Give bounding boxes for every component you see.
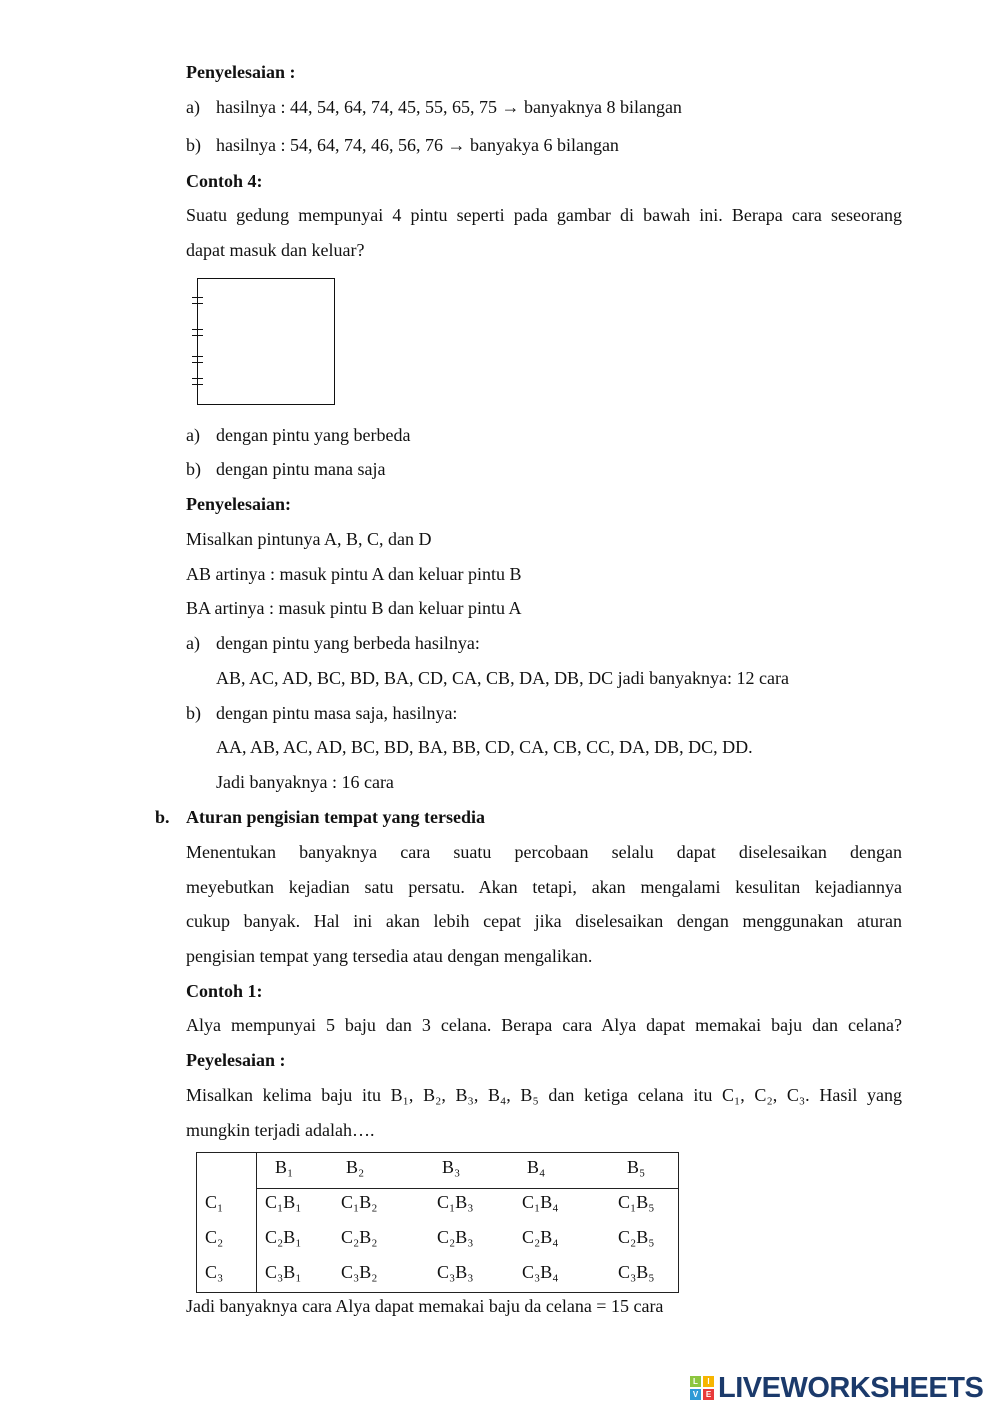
list-marker: a) bbox=[186, 97, 200, 117]
column-header: B₃ bbox=[442, 1157, 461, 1177]
liveworksheets-logo bbox=[690, 1373, 983, 1403]
table-cell: C₁B₄ bbox=[522, 1192, 559, 1212]
paragraph-line: Menentukan banyaknya cara suatu percobaan selalu dapat diselesaikan dengan bbox=[186, 842, 902, 862]
logo-badge-icon: L I V E bbox=[690, 1376, 714, 1400]
solution-line: Misalkan kelima baju itu B₁, B₂, B₃, B₄, B₅ dan ketiga celana itu C₁, C₂, C₃. Hasil yang bbox=[186, 1085, 902, 1105]
paragraph-line: meyebutkan kejadian satu persatu. Akan tetapi, akan mengalami kesulitan kejadiannya bbox=[186, 877, 902, 897]
list-item: dengan pintu yang berbeda bbox=[216, 425, 411, 445]
question-line: Suatu gedung mempunyai 4 pintu seperti pada gambar di bawah ini. Berapa cara seseorang bbox=[186, 205, 902, 225]
table-cell: C₂B₅ bbox=[618, 1227, 655, 1247]
example-heading: Contoh 4: bbox=[186, 171, 263, 191]
column-header: B₄ bbox=[527, 1157, 546, 1177]
column-header: B₅ bbox=[627, 1157, 646, 1177]
section-heading: Aturan pengisian tempat yang tersedia bbox=[186, 807, 486, 827]
column-header: B₂ bbox=[346, 1157, 365, 1177]
table-cell: C₂B₁ bbox=[265, 1227, 302, 1247]
answer-detail: AB, AC, AD, BC, BD, BA, CD, CA, CB, DA, DB, DC jadi banyaknya: 12 cara bbox=[216, 668, 789, 688]
list-item: hasilnya : 44, 54, 64, 74, 45, 55, 65, 75 → banyaknya 8 bilangan bbox=[216, 97, 682, 117]
solution-heading: Penyelesaian: bbox=[186, 494, 291, 514]
question-line: dapat masuk dan keluar? bbox=[186, 240, 365, 260]
conclusion: Jadi banyaknya cara Alya dapat memakai baju da celana = 15 cara bbox=[186, 1296, 664, 1316]
table-cell: C₁B₂ bbox=[341, 1192, 378, 1212]
solution-line: mungkin terjadi adalah…. bbox=[186, 1120, 375, 1140]
solution-line: BA artinya : masuk pintu B dan keluar pintu A bbox=[186, 598, 522, 618]
column-header: B₁ bbox=[275, 1157, 294, 1177]
row-header: C₃ bbox=[205, 1262, 224, 1282]
building-diagram bbox=[197, 278, 335, 405]
table-cell: C₁B₁ bbox=[265, 1192, 302, 1212]
list-marker: a) bbox=[186, 425, 200, 445]
door-mark bbox=[192, 329, 203, 336]
solution-heading: Penyelesaian : bbox=[186, 62, 296, 82]
solution-line: Misalkan pintunya A, B, C, dan D bbox=[186, 529, 432, 549]
table-cell: C₃B₁ bbox=[265, 1262, 302, 1282]
table-divider bbox=[256, 1153, 257, 1292]
list-item: dengan pintu yang berbeda hasilnya: bbox=[216, 633, 480, 653]
table-cell: C₂B₄ bbox=[522, 1227, 559, 1247]
paragraph-line: cukup banyak. Hal ini akan lebih cepat jika diselesaikan dengan menggunakan aturan bbox=[186, 911, 902, 931]
paragraph-line: pengisian tempat yang tersedia atau dengan mengalikan. bbox=[186, 946, 593, 966]
table-cell: C₂B₃ bbox=[437, 1227, 474, 1247]
table-cell: C₂B₂ bbox=[341, 1227, 378, 1247]
list-item: hasilnya : 54, 64, 74, 46, 56, 76 → banyakya 6 bilangan bbox=[216, 135, 619, 155]
list-item: dengan pintu mana saja bbox=[216, 459, 386, 479]
list-marker: b) bbox=[186, 135, 201, 155]
solution-heading: Peyelesaian : bbox=[186, 1050, 286, 1070]
table-cell: C₃B₂ bbox=[341, 1262, 378, 1282]
table-cell: C₃B₄ bbox=[522, 1262, 559, 1282]
door-mark bbox=[192, 297, 203, 304]
table-cell: C₃B₃ bbox=[437, 1262, 474, 1282]
row-header: C₂ bbox=[205, 1227, 224, 1247]
table-cell: C₃B₅ bbox=[618, 1262, 655, 1282]
outcome-table bbox=[196, 1152, 679, 1293]
example-heading: Contoh 1: bbox=[186, 981, 263, 1001]
answer-detail: AA, AB, AC, AD, BC, BD, BA, BB, CD, CA, CB, CC, DA, DB, DC, DD. bbox=[216, 737, 753, 757]
list-marker: b) bbox=[186, 703, 201, 723]
list-marker: b) bbox=[186, 459, 201, 479]
answer-detail: Jadi banyaknya : 16 cara bbox=[216, 772, 394, 792]
list-item: dengan pintu masa saja, hasilnya: bbox=[216, 703, 458, 723]
logo-text: LIVEWORKSHEETS bbox=[718, 1371, 984, 1404]
door-mark bbox=[192, 378, 203, 385]
section-marker: b. bbox=[155, 807, 170, 827]
table-cell: C₁B₃ bbox=[437, 1192, 474, 1212]
table-divider bbox=[256, 1188, 678, 1189]
question-line: Alya mempunyai 5 baju dan 3 celana. Berapa cara Alya dapat memakai baju dan celana? bbox=[186, 1015, 902, 1035]
row-header: C₁ bbox=[205, 1192, 224, 1212]
table-cell: C₁B₅ bbox=[618, 1192, 655, 1212]
solution-line: AB artinya : masuk pintu A dan keluar pintu B bbox=[186, 564, 522, 584]
list-marker: a) bbox=[186, 633, 200, 653]
door-mark bbox=[192, 356, 203, 363]
